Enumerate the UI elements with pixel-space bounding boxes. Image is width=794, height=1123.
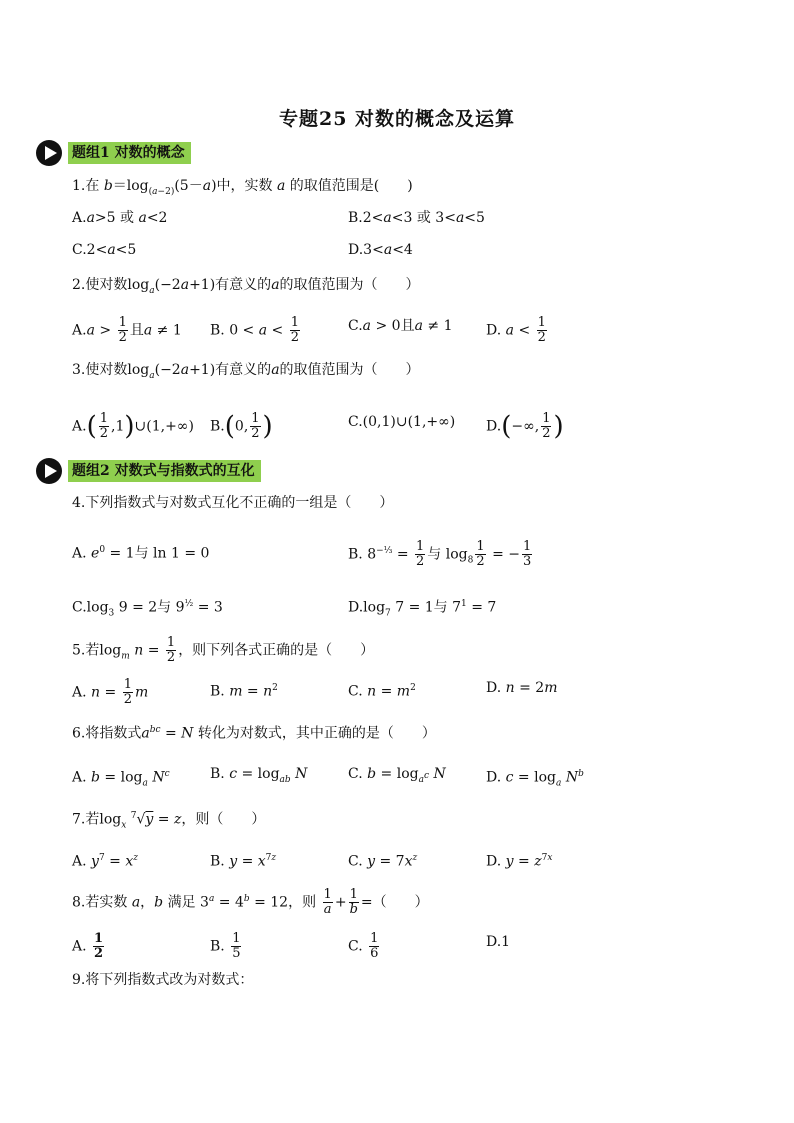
question-7-option-a: A. $y^7 = x^z$ xyxy=(72,853,138,870)
section-label: 题组2 对数式与指数式的互化 xyxy=(68,460,261,482)
question-7-option-d: D. $y = z^{7x}$ xyxy=(486,853,553,870)
question-4-option-b: B. $8^{-\frac{1}{3}}$ = $\frac{1}{2}$ 与 $\log_8$ $\frac{1}{2}$ = − $\frac{1}{3}$ xyxy=(348,539,532,569)
question-4-option-a: A. $e^0 = 1$与 ln 1 = 0 xyxy=(72,545,210,562)
question-3-stem: 3.使对数$\log_a(-2a+1)$有意义的a的取值范围为（ ） xyxy=(72,362,420,381)
question-5-option-d: D. n = 2m xyxy=(486,680,558,696)
question-8-option-b: B. $\frac{1}{5}$ xyxy=(210,931,241,961)
question-7-option-b: B. $y = x^{7z}$ xyxy=(210,853,277,870)
question-1-option-c: C.2<a<5 xyxy=(72,242,137,258)
question-6-option-c: C. $b = \log_{a^c} N$ xyxy=(348,766,446,785)
question-8-stem: 8.若实数 a，b 满足 $3^a = 4^b = 12$，则 $\frac{1}{a}$ + $\frac{1}{b}$ =（ ） xyxy=(72,887,429,917)
question-1-option-d: D.3<a<4 xyxy=(348,242,413,258)
section-header-2 xyxy=(36,460,261,482)
question-6-option-d: D. $c = \log_a N^b$ xyxy=(486,769,584,789)
question-2-option-b: B. 0 < a < $\frac{1}{2}$ xyxy=(210,315,300,345)
section-label: 题组1 对数的概念 xyxy=(68,142,191,164)
question-5-option-a: A. n = $\frac{1}{2}$ m xyxy=(72,677,149,707)
question-1-stem: 1.在 $b=\log_{(a-2)}(5-a)$中，实数 a 的取值范围是( ) xyxy=(72,178,413,197)
question-3-option-c: C.(0,1)∪(1,+∞) xyxy=(348,414,456,430)
page-title: 专题25 对数的概念及运算 xyxy=(278,108,516,130)
question-2-option-d: D. a < $\frac{1}{2}$ xyxy=(486,315,546,345)
question-2-option-a: A.a > $\frac{1}{2}$ 且a ≠ 1 xyxy=(72,315,182,345)
question-8-option-c: C. $\frac{1}{6}$ xyxy=(348,931,379,961)
play-arrow-icon xyxy=(36,140,62,166)
question-1-option-a: A.a>5 或 a<2 xyxy=(72,210,168,226)
question-3-option-b: B.(0, $\frac{1}{2}$ ) xyxy=(210,411,273,442)
question-5-option-c: C. $n = m^2$ xyxy=(348,683,416,700)
question-9-stem: 9.将下列指数式改为对数式： xyxy=(72,972,254,988)
question-8-option-a: A. $\frac{1}{2}$ xyxy=(72,931,104,961)
question-2-stem: 2.使对数$\log_a(-2a+1)$有意义的a的取值范围为（ ） xyxy=(72,277,420,296)
question-7-option-c: C. $y = 7x^z$ xyxy=(348,853,418,870)
question-3-option-d: D.(−∞, $\frac{1}{2}$ ) xyxy=(486,411,564,442)
question-4-stem: 4.下列指数式与对数式互化不正确的一组是（ ） xyxy=(72,495,394,511)
question-3-option-a: A.( $\frac{1}{2}$ ,1)∪(1,+∞) xyxy=(72,411,194,442)
question-8-option-d: D.1 xyxy=(486,934,511,950)
question-6-option-b: B. $c = \log_{ab} N$ xyxy=(210,766,308,785)
question-5-option-b: B. $m = n^2$ xyxy=(210,683,278,700)
play-arrow-icon xyxy=(36,458,62,484)
question-1-option-b: B.2<a<3 或 3<a<5 xyxy=(348,210,485,226)
question-2-option-c: C.a > 0且a ≠ 1 xyxy=(348,318,453,334)
question-6-option-a: A. $b = \log_a N^c$ xyxy=(72,769,170,789)
section-header-1 xyxy=(36,142,191,164)
question-5-stem: 5.若$\log_m n$ = $\frac{1}{2}$ ，则下列各式正确的是（ ） xyxy=(72,635,375,665)
question-4-option-d: $D.\log_7$ 7 = 1与 $7^1 = 7$ xyxy=(348,599,497,619)
question-4-option-c: $C.\log_3$ 9 = 2与 $9^{\frac{1}{2}} = 3$ xyxy=(72,599,223,619)
question-7-stem: 7.若$\log_x ^7√y = z$，则（ ） xyxy=(72,811,266,831)
question-6-stem: 6.将指数式$a^{bc} = N$ 转化为对数式，其中正确的是（ ） xyxy=(72,725,436,742)
